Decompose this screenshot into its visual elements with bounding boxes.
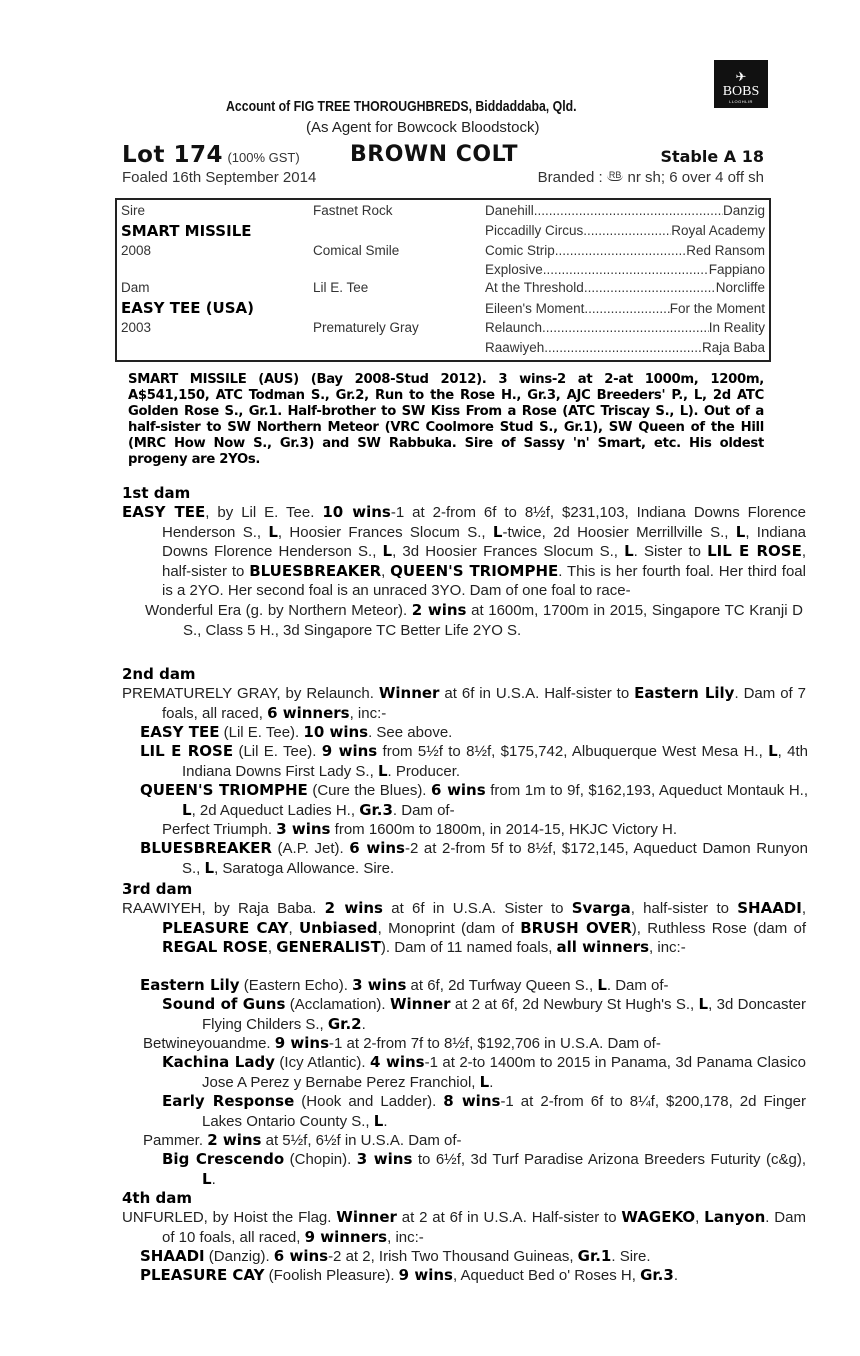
listed-badge: L <box>735 522 746 541</box>
text: . Dam of- <box>606 977 669 994</box>
gen3-sire: Royal Academy <box>671 223 765 238</box>
progeny-name: QUEEN'S TRIOMPHE <box>140 781 308 799</box>
sire-name: SMART MISSILE <box>121 222 252 240</box>
text: (Lil E. Tee). <box>219 724 304 741</box>
listed-badge: L <box>479 1072 490 1091</box>
text: . Sister to <box>633 543 708 560</box>
text: -twice, 2d Hoosier Merrillville S., <box>502 523 736 541</box>
foal-name: Wonderful Era (g. by Northern Meteor). <box>145 602 412 619</box>
listed-badge: L <box>624 542 634 560</box>
dam-name: EASY TEE (USA) <box>121 299 254 317</box>
listed-badge: L <box>382 542 393 560</box>
gen3-row <box>485 203 765 218</box>
text: . <box>489 1073 494 1091</box>
listed-badge: L <box>202 1169 212 1188</box>
pedigree-table <box>115 198 771 362</box>
first-dam-heading: 1st dam <box>122 484 191 502</box>
foal-entry <box>145 601 803 640</box>
text: , inc:- <box>649 939 686 956</box>
text: (Cure the Blues). <box>307 782 432 799</box>
text: at 2 at 6f, 2d Newbury St Hugh's S., <box>450 996 699 1013</box>
wins: 9 wins <box>274 1034 330 1052</box>
gen3-row <box>485 243 765 258</box>
wins: 6 winners <box>267 703 350 722</box>
text: , Aqueduct Bed o' Roses H, <box>452 1267 641 1284</box>
branded-text: nr sh; 6 over 4 off sh <box>627 169 764 186</box>
gen3-horse: Raawiyeh <box>485 340 545 355</box>
listed-badge: L <box>182 800 192 819</box>
grand-progeny-entry <box>162 1053 806 1092</box>
gen3-sire: Danzig <box>722 203 765 218</box>
third-dam-heading: 3rd dam <box>122 880 193 898</box>
text: , Monoprint (dam of <box>377 919 521 937</box>
progeny-name: Kachina Lady <box>162 1053 275 1071</box>
text: , half-sister to <box>630 900 738 917</box>
progeny-name: Big Crescendo <box>162 1150 285 1168</box>
half-sibling-name: WAGEKO <box>621 1208 696 1226</box>
half-sibling-name: PLEASURE CAY <box>162 918 289 937</box>
text: . <box>673 1267 678 1284</box>
group-badge: Gr.3 <box>359 800 393 819</box>
listed-badge: L <box>377 761 388 780</box>
rider-on-horse-icon: ✈ <box>735 69 747 84</box>
gen3-row <box>485 320 765 335</box>
progeny-entry <box>140 1266 766 1286</box>
text: , <box>381 562 391 580</box>
text: , inc:- <box>387 1228 424 1246</box>
wins: 6 wins <box>431 781 486 799</box>
text: , 4th Indiana Downs First Lady S., <box>182 743 809 780</box>
text: PREMATURELY GRAY, by Relaunch. <box>122 685 379 702</box>
sister-name: Svarga <box>571 899 631 917</box>
text: (Acclamation). <box>285 996 390 1013</box>
text: at 1600m, 1700m in 2015, Singapore TC Kranji D S., Class 5 H., 3d Singapore TC Better Life 2YO S. <box>183 602 804 639</box>
horse-name: BRUSH OVER <box>520 918 632 937</box>
progeny-entry <box>140 839 808 878</box>
text: -2 at 2-from 5f to 8½f, $172,145, Aqueduct Damon Runyon S., <box>182 840 808 877</box>
half-sibling-name: Eastern Lily <box>634 684 735 702</box>
wins: 6 wins <box>273 1247 329 1265</box>
text: . Producer. <box>387 762 461 780</box>
gen3-sire: In Reality <box>708 320 765 335</box>
branded-label: Branded : <box>537 169 603 186</box>
progeny-name: LIL E ROSE <box>140 742 234 760</box>
gen3-sire: Fappiano <box>708 262 765 277</box>
sire-summary: SMART MISSILE (AUS) (Bay 2008-Stud 2012). 3 wins-2 at 2-at 1000m, 1200m, A$541,150, ATC Todman S., Gr.2, Run to the Rose H., Gr.3, AJC Breeders' P., L, 2d ATC Golden Rose S., Gr.1. Half-brother to SW Kiss From a Rose (ATC Triscay S., L). Out of a half-sister to SW Northern Meteor (VRC Coolmore Stud S., Gr.1), SW Queen of the Hill (MRC How Now S., Gr.3) and SW Rabbuka. Sire of Sassy 'n' Smart, etc. His oldest progeny are 2YOs. <box>128 372 764 467</box>
text: . <box>361 1015 366 1033</box>
text: ). Dam of 11 named foals, <box>380 939 557 956</box>
grand-progeny-entry <box>162 1092 806 1131</box>
progeny-name: Betwineyouandme. <box>143 1035 275 1052</box>
lot-number <box>122 142 300 168</box>
gen3-row <box>485 280 765 295</box>
progeny-name: Sound of Guns <box>162 995 286 1013</box>
lot-label: Lot 174 <box>122 142 223 168</box>
group-badge: Gr.3 <box>640 1266 674 1284</box>
text: , inc:- <box>349 704 387 722</box>
gen3-row <box>485 223 765 238</box>
dam-dam: Prematurely Gray <box>313 320 419 335</box>
stable-location: Stable A 18 <box>660 147 764 166</box>
text: -1 at 2-to 1400m to 2015 in Panama, 3d Panama Clasico Jose A Perez y Bernabe Perez Franchiol, <box>202 1054 806 1091</box>
progeny-entry <box>140 723 808 743</box>
text: (Eastern Echo). <box>239 977 353 994</box>
text: , by Lil E. Tee. <box>205 504 323 521</box>
listed-badge: L <box>204 858 215 877</box>
wins: 10 wins <box>322 503 391 521</box>
half-sibling-name: QUEEN'S TRIOMPHE <box>390 561 559 580</box>
grand-progeny-entry <box>162 1150 806 1189</box>
text: (Chopin). <box>284 1151 357 1168</box>
half-sibling-name: Unbiased <box>298 918 378 937</box>
text: . See above. <box>368 724 453 741</box>
wins: Winner <box>336 1208 397 1226</box>
dam-name: EASY TEE <box>122 503 206 521</box>
dam-sire: Lil E. Tee <box>313 280 369 295</box>
fourth-dam-text: UNFURLED, by Hoist the Flag. Winner at 2 at 6f in U.S.A. Half-sister to WAGEKO, Lanyon. Dam of 10 foals, all raced, 9 winners, inc:- <box>122 1208 806 1246</box>
half-sibling-name: BLUESBREAKER <box>249 561 382 580</box>
text: from 1600m to 1800m, in 2014-15, HKJC Victory H. <box>330 821 678 838</box>
text: . Sire. <box>611 1248 651 1265</box>
progeny-entry <box>140 781 808 820</box>
text: . Dam of 7 foals, all raced, <box>162 685 806 722</box>
listed-badge: L <box>268 522 278 541</box>
foaled-date: Foaled 16th September 2014 <box>122 169 317 186</box>
listed-badge: L <box>492 522 503 541</box>
text: . Dam of- <box>392 801 455 819</box>
brand-mark-icon: RB <box>608 170 622 180</box>
sire-label: Sire <box>121 203 146 218</box>
text: (A.P. Jet). <box>271 840 350 857</box>
wins: 10 wins <box>303 723 369 741</box>
group-badge: Gr.1 <box>577 1247 612 1265</box>
second-dam-heading: 2nd dam <box>122 665 196 683</box>
wins: 3 wins <box>276 820 331 838</box>
gen3-horse: Danehill <box>485 203 534 218</box>
text: , Indiana Downs Florence Henderson S., <box>162 523 807 560</box>
gen3-row <box>485 340 765 355</box>
text: ), Ruthless Rose (dam of <box>631 919 806 937</box>
text: (Icy Atlantic). <box>274 1054 371 1071</box>
wins: 9 wins <box>321 742 378 760</box>
text: at 5½f, 6½f in U.S.A. Dam of- <box>261 1132 462 1149</box>
progeny-name: Eastern Lily <box>140 976 240 994</box>
wins: 9 wins <box>398 1266 453 1284</box>
text: . This is her fourth foal. Her third foal is a 2YO. Her second foal is an unraced 3YO. Dam of one foal to race- <box>162 562 806 599</box>
gen3-sire: For the Moment <box>669 301 765 316</box>
wins: 3 wins <box>352 976 407 994</box>
wins: 8 wins <box>443 1092 501 1110</box>
wins: 2 wins <box>411 601 467 619</box>
bobs-logo <box>714 60 768 108</box>
text: at 2 at 6f in U.S.A. Half-sister to <box>396 1209 622 1226</box>
gen3-horse: Relaunch <box>485 320 543 335</box>
text: (Foolish Pleasure). <box>264 1267 399 1284</box>
gen3-sire: Red Ransom <box>686 243 765 258</box>
foal-name: Perfect Triumph. <box>162 821 277 838</box>
vendor-account: Account of FIG TREE THOROUGHBREDS, Biddaddaba, Qld. <box>226 98 577 115</box>
text: at 6f in U.S.A. Half-sister to <box>439 685 635 702</box>
gen3-horse: Piccadilly Circus <box>485 223 584 238</box>
text: UNFURLED, by Hoist the Flag. <box>122 1209 337 1226</box>
progeny-entry <box>143 1034 766 1054</box>
text: , 3d Doncaster Flying Childers S., <box>202 996 806 1033</box>
wins: 9 winners <box>304 1227 388 1246</box>
progeny-name: Early Response <box>162 1092 295 1110</box>
text: . <box>211 1170 216 1188</box>
text: RAAWIYEH, by Raja Baba. <box>122 900 325 917</box>
text: from 5½f to 8½f, $175,742, Albuquerque West Mesa H., <box>377 743 769 760</box>
progeny-name: Pammer. <box>143 1132 208 1149</box>
sire-sire: Fastnet Rock <box>313 203 393 218</box>
progeny-name: PLEASURE CAY <box>140 1266 265 1284</box>
gen3-row <box>485 301 765 316</box>
text: (Danzig). <box>204 1248 274 1265</box>
vendor-agent: (As Agent for Bowcock Bloodstock) <box>306 119 540 136</box>
logo-name: BOBS <box>722 84 760 99</box>
wins: Winner <box>378 684 440 702</box>
text: to 6½f, 3d Turf Paradise Arizona Breeders Futurity (c&g), <box>412 1151 807 1168</box>
gen3-row <box>485 262 765 277</box>
horse-title: BROWN COLT <box>350 142 518 167</box>
progeny-name: SHAADI <box>140 1247 205 1265</box>
text: , half-sister to <box>162 543 806 580</box>
progeny-entry <box>143 1131 766 1151</box>
text: at 6f, 2d Turfway Queen S., <box>406 977 598 994</box>
third-dam-text: RAAWIYEH, by Raja Baba. 2 wins at 6f in U.S.A. Sister to Svarga, half-sister to SHAADI, PLEASURE CAY, Unbiased, Monoprint (dam of BRUSH OVER), Ruthless Rose (dam of REGAL ROSE, GENERALIST). Dam of 11 named foals, all winners, inc:- <box>122 899 807 956</box>
gen3-sire: Raja Baba <box>701 340 765 355</box>
progeny-name: BLUESBREAKER <box>140 839 272 857</box>
horse-name: REGAL ROSE <box>162 938 268 956</box>
text: , 3d Hoosier Frances Slocum S., <box>392 543 625 560</box>
progeny-name: EASY TEE <box>140 723 220 741</box>
text: (Lil E. Tee). <box>233 743 322 760</box>
text: . <box>383 1112 388 1130</box>
text: (Hook and Ladder). <box>294 1093 444 1110</box>
dam-year: 2003 <box>121 320 152 335</box>
wins: 3 wins <box>356 1150 413 1168</box>
branded-info <box>538 169 764 186</box>
fourth-dam-heading: 4th dam <box>122 1189 192 1207</box>
grand-progeny-entry <box>162 995 806 1034</box>
half-sibling-name: Lanyon <box>704 1208 766 1226</box>
text: from 1m to 9f, $162,193, Aqueduct Montauk H., <box>485 782 809 799</box>
wins: all winners <box>556 938 650 956</box>
wins: 2 wins <box>324 899 383 917</box>
sister-name: LIL E ROSE <box>707 542 802 560</box>
grand-progeny-entry <box>162 820 766 840</box>
text: , 2d Aqueduct Ladies H., <box>191 801 360 819</box>
horse-name: GENERALIST <box>276 938 381 956</box>
wins: 6 wins <box>349 839 405 857</box>
sire-dam: Comical Smile <box>313 243 400 258</box>
progeny-entry <box>140 742 808 781</box>
listed-badge: L <box>698 995 709 1013</box>
progeny-entry <box>140 976 766 996</box>
gen3-horse: At the Threshold <box>485 280 584 295</box>
wins: 4 wins <box>370 1053 425 1071</box>
dam-label: Dam <box>121 280 150 295</box>
listed-badge: L <box>373 1111 384 1130</box>
text: -2 at 2, Irish Two Thousand Guineas, <box>328 1248 578 1265</box>
progeny-entry <box>140 1247 766 1267</box>
gen3-sire: Norcliffe <box>715 280 765 295</box>
wins: 2 wins <box>207 1131 262 1149</box>
logo-subtext: LLOGHLIR <box>729 99 753 104</box>
gen3-horse: Explosive <box>485 262 543 277</box>
gen3-horse: Eileen's Moment <box>485 301 585 316</box>
text: , Hoosier Frances Slocum S., <box>277 523 493 541</box>
group-badge: Gr.2 <box>327 1014 362 1033</box>
half-sibling-name: SHAADI <box>737 899 802 917</box>
second-dam-text <box>122 684 806 723</box>
listed-badge: L <box>768 742 778 760</box>
gen3-horse: Comic Strip <box>485 243 555 258</box>
text: . Dam of 10 foals, all raced, <box>162 1209 806 1246</box>
first-dam-text <box>122 503 806 601</box>
text: -1 at 2-from 6f to 8½f, $231,103, Indiana Downs Florence Henderson S., <box>162 504 807 541</box>
sire-year: 2008 <box>121 243 152 258</box>
listed-badge: L <box>597 976 607 994</box>
text: , Saratoga Allowance. Sire. <box>214 859 395 877</box>
text: -1 at 2-from 6f to 8¼f, $200,178, 2d Finger Lakes Ontario County S., <box>202 1093 807 1130</box>
gst-note: (100% GST) <box>227 150 300 165</box>
wins: Winner <box>389 995 451 1013</box>
text: at 6f in U.S.A. Sister to <box>382 900 572 917</box>
text: -1 at 2-from 7f to 8½f, $192,706 in U.S.A. Dam of- <box>329 1035 661 1052</box>
